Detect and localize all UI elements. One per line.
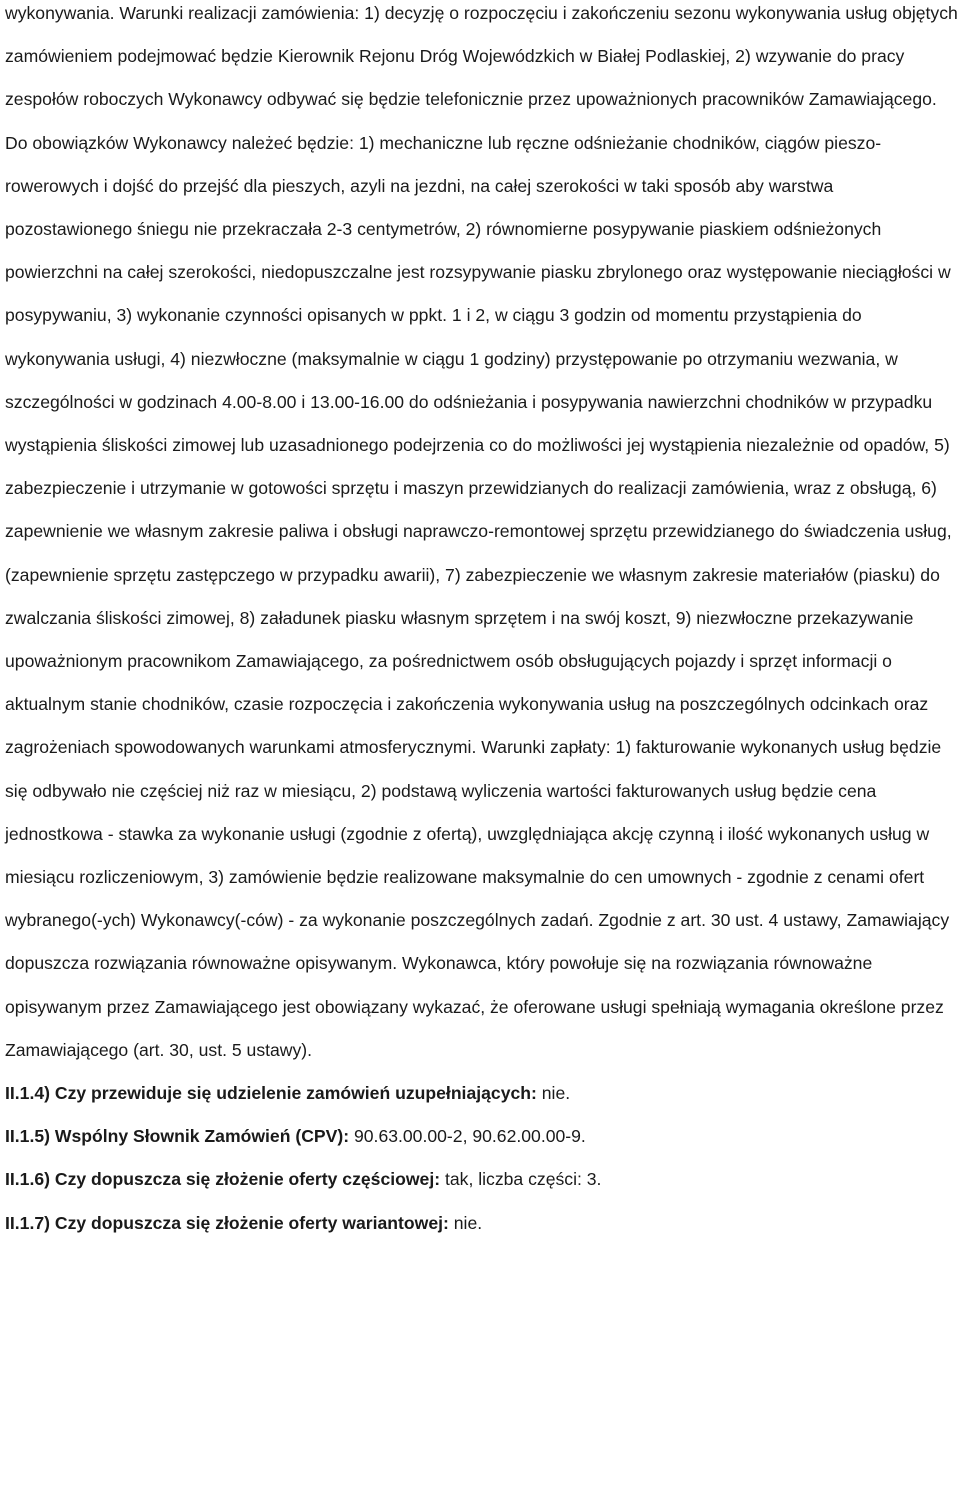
sentence-3: Do obowiązków Wykonawcy należeć będzie: 1) mechaniczne lub ręczne odśnieżanie chodników, ciągów pieszo-rowerowych i dojść do przejść dla pieszych, azyli na jezdni, na całej szerokości w taki sposób aby warstwa pozostawionego śniegu nie przekraczała 2-3 centymetrów, 2) równomierne posypywanie piaskiem odśnieżonych powierzchni na całej szerokości, niedopuszczalne jest rozsypywanie piasku zbrylonego oraz występowanie nieciągłości w posypywaniu, 3) wykonanie czynności opisanych w ppkt. 1 i 2, w ciągu 3 godzin od momentu przystąpienia do wykonywania usługi, 4) niezwłoczne (maksymalnie w ciągu 1 godziny) przystępowanie po otrzymaniu wezwania, w szczególności w godzinach 4.00-8.00 i 13.00-16.00 do odśnieżania i posypywania nawierzchni chodników w przypadku wystąpienia śliskości zimowej lub uzasadnionego podejrzenia co do możliwości jej wystąpienia niezależnie od opadów, 5) zabezpieczenie i utrzymanie w gotowości sprzętu i maszyn przewidzianych do realizacji zamówienia, wraz z obsługą, 6) zapewnienie we własnym zakresie paliwa i obsługi naprawczo-remontowej sprzętu przewidzianego do świadczenia usług, (zapewnienie sprzętu zastępczego w przypadku awarii), 7) zabezpieczenie we własnym zakresie materiałów (piasku) do zwalczania śliskości zimowej, 8) załadunek piasku własnym sprzętem i na swój koszt, 9) niezwłoczne przekazywanie upoważnionym pracownikom Zamawiającego, za pośrednictwem osób obsługujących pojazdy i sprzęt informacji o aktualnym stanie chodników, czasie rozpoczęcia i zakończenia wykonywania usług na poszczególnych odcinkach oraz zagrożeniach spowodowanych warunkami atmosferycznymi. [5,132,952,758]
main-paragraph [5,0,958,1072]
section-item [5,1158,958,1201]
item-label: II.1.5) Wspólny Słownik Zamówień (CPV): [5,1126,350,1147]
document-page [5,0,958,1245]
item-label: II.1.6) Czy dopuszcza się złożenie oferty częściowej: [5,1169,441,1190]
sentence-1: wykonywania. [5,3,115,23]
item-label: II.1.4) Czy przewiduje się udzielenie zamówień uzupełniających: [5,1083,537,1104]
item-value: nie. [536,1083,571,1104]
item-value: tak, liczba części: 3. [440,1169,602,1190]
sentence-2: Warunki realizacji zamówienia: 1) decyzję o rozpoczęciu i zakończeniu sezonu wykonywania usług objętych zamówieniem podejmować będzie Kierownik Rejonu Dróg Wojewódzkich w Białej Podlaskiej, 2) wzywanie do pracy zespołów roboczych Wykonawcy odbywać się będzie telefonicznie przez upoważnionych pracowników Zamawiającego. [5,3,958,110]
item-value: 90.63.00.00-2, 90.62.00.00-9. [349,1126,586,1147]
item-value: nie. [448,1212,483,1233]
section-item [5,1072,958,1115]
item-label: II.1.7) Czy dopuszcza się złożenie oferty wariantowej: [5,1212,449,1233]
sentence-5: Zgodnie z art. 30 ust. 4 ustawy, Zamawiający dopuszcza rozwiązania równoważne opisywanym. [5,910,950,974]
section-item [5,1115,958,1158]
sentence-6: Wykonawca, który powołuje się na rozwiązania równoważne opisywanym przez Zamawiającego jest obowiązany wykazać, że oferowane usługi spełniają wymagania określone przez Zamawiającego (art. 30, ust. 5 ustawy). [5,953,944,1060]
sentence-4: Warunki zapłaty: 1) fakturowanie wykonanych usług będzie się odbywało nie częściej niż raz w miesiącu, 2) podstawą wyliczenia wartości fakturowanych usług będzie cena jednostkowa - stawka za wykonanie usługi (zgodnie z ofertą), uwzględniająca akcję czynną i ilość wykonanych usług w miesiącu rozliczeniowym, 3) zamówienie będzie realizowane maksymalnie do cen umownych - zgodnie z cenami ofert wybranego(-ych) Wykonawcy(-ców) - za wykonanie poszczególnych zadań. [5,737,942,931]
section-item [5,1202,958,1245]
